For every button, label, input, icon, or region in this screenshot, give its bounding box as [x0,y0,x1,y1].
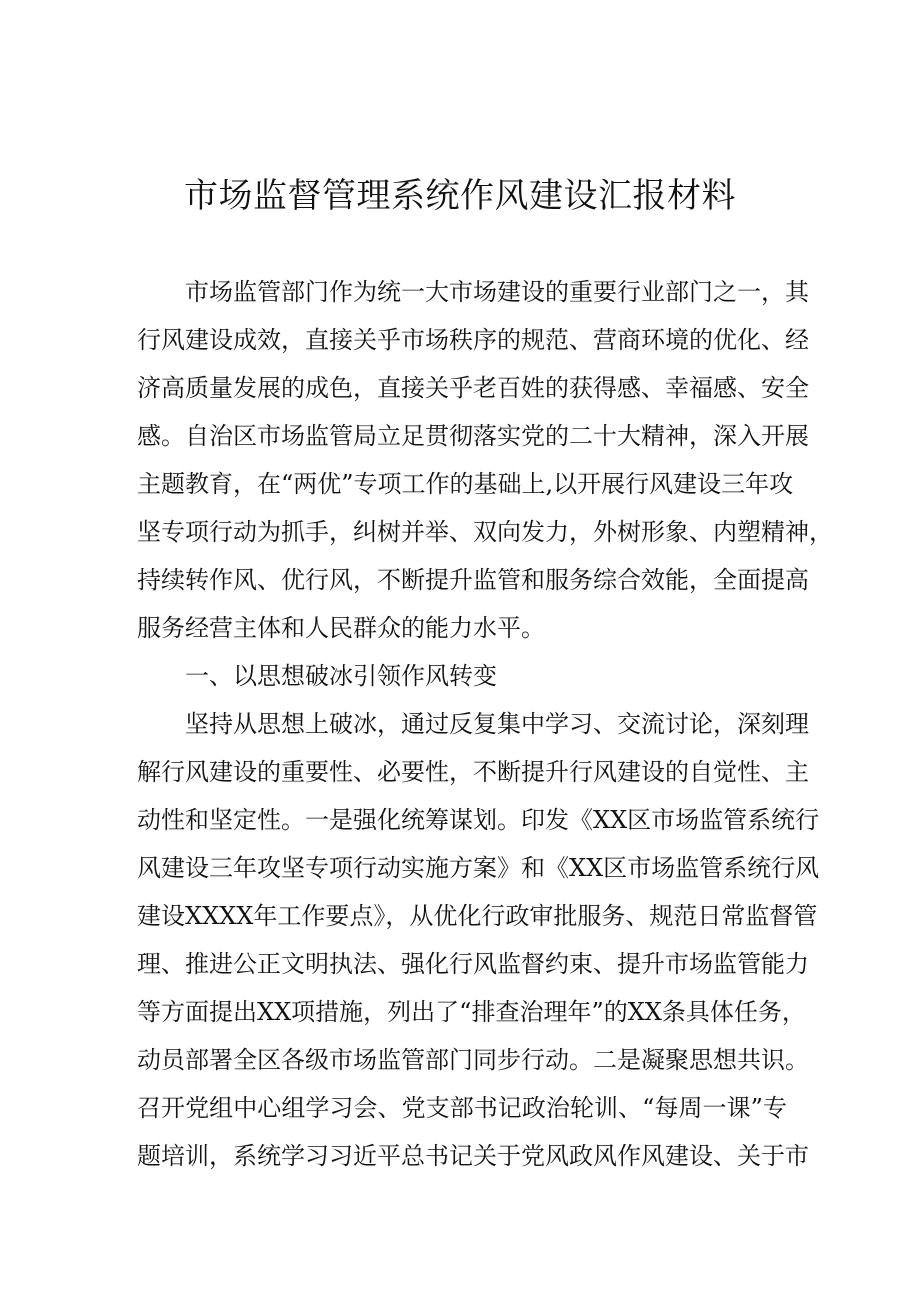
paragraph-line: 坚专项行动为抓手，纠树并举、双向发力，外树形象、内塑精神， [137,518,833,546]
document-title: 市场监督管理系统作风建设汇报材料 [184,176,736,216]
paragraph-line: 动员部署全区各级市场监管部门同步行动。二是凝聚思想共识。 [137,1046,809,1074]
paragraph-line: 风建设三年攻坚专项行动实施方案》和《XX区市场监管系统行风 [137,854,820,882]
paragraph-line: 解行风建设的重要性、必要性，不断提升行风建设的自觉性、主 [137,758,809,786]
paragraph-line: 主题教育，在“两优”专项工作的基础上,以开展行风建设三年攻 [137,470,794,498]
paragraph-line: 感。自治区市场监管局立足贯彻落实党的二十大精神，深入开展 [137,422,809,450]
paragraph-line: 市场监管部门作为统一大市场建设的重要行业部门之一，其 [185,278,809,306]
paragraph-line: 坚持从思想上破冰，通过反复集中学习、交流讨论，深刻理 [185,710,809,738]
paragraph-line: 行风建设成效，直接关乎市场秩序的规范、营商环境的优化、经 [137,326,809,354]
section-heading: 一、以思想破冰引领作风转变 [185,662,497,690]
paragraph-line: 召开党组中心组学习会、党支部书记政治轮训、“每周一课”专 [137,1094,787,1122]
paragraph-line: 建设XXXX年工作要点》，从优化行政审批服务、规范日常监督管 [137,902,818,930]
paragraph-line: 等方面提出XX项措施，列出了“排查治理年”的XX条具体任务， [137,998,806,1026]
paragraph-line: 动性和坚定性。一是强化统筹谋划。印发《XX区市场监管系统行 [137,806,820,834]
paragraph-line: 济高质量发展的成色，直接关乎老百姓的获得感、幸福感、安全 [137,374,809,402]
paragraph-line: 服务经营主体和人民群众的能力水平。 [137,614,545,642]
paragraph-line: 持续转作风、优行风，不断提升监管和服务综合效能，全面提高 [137,566,809,594]
paragraph-line: 理、推进公正文明执法、强化行风监督约束、提升市场监管能力 [137,950,809,978]
paragraph-line: 题培训，系统学习习近平总书记关于党风政风作风建设、关于市 [137,1142,809,1170]
